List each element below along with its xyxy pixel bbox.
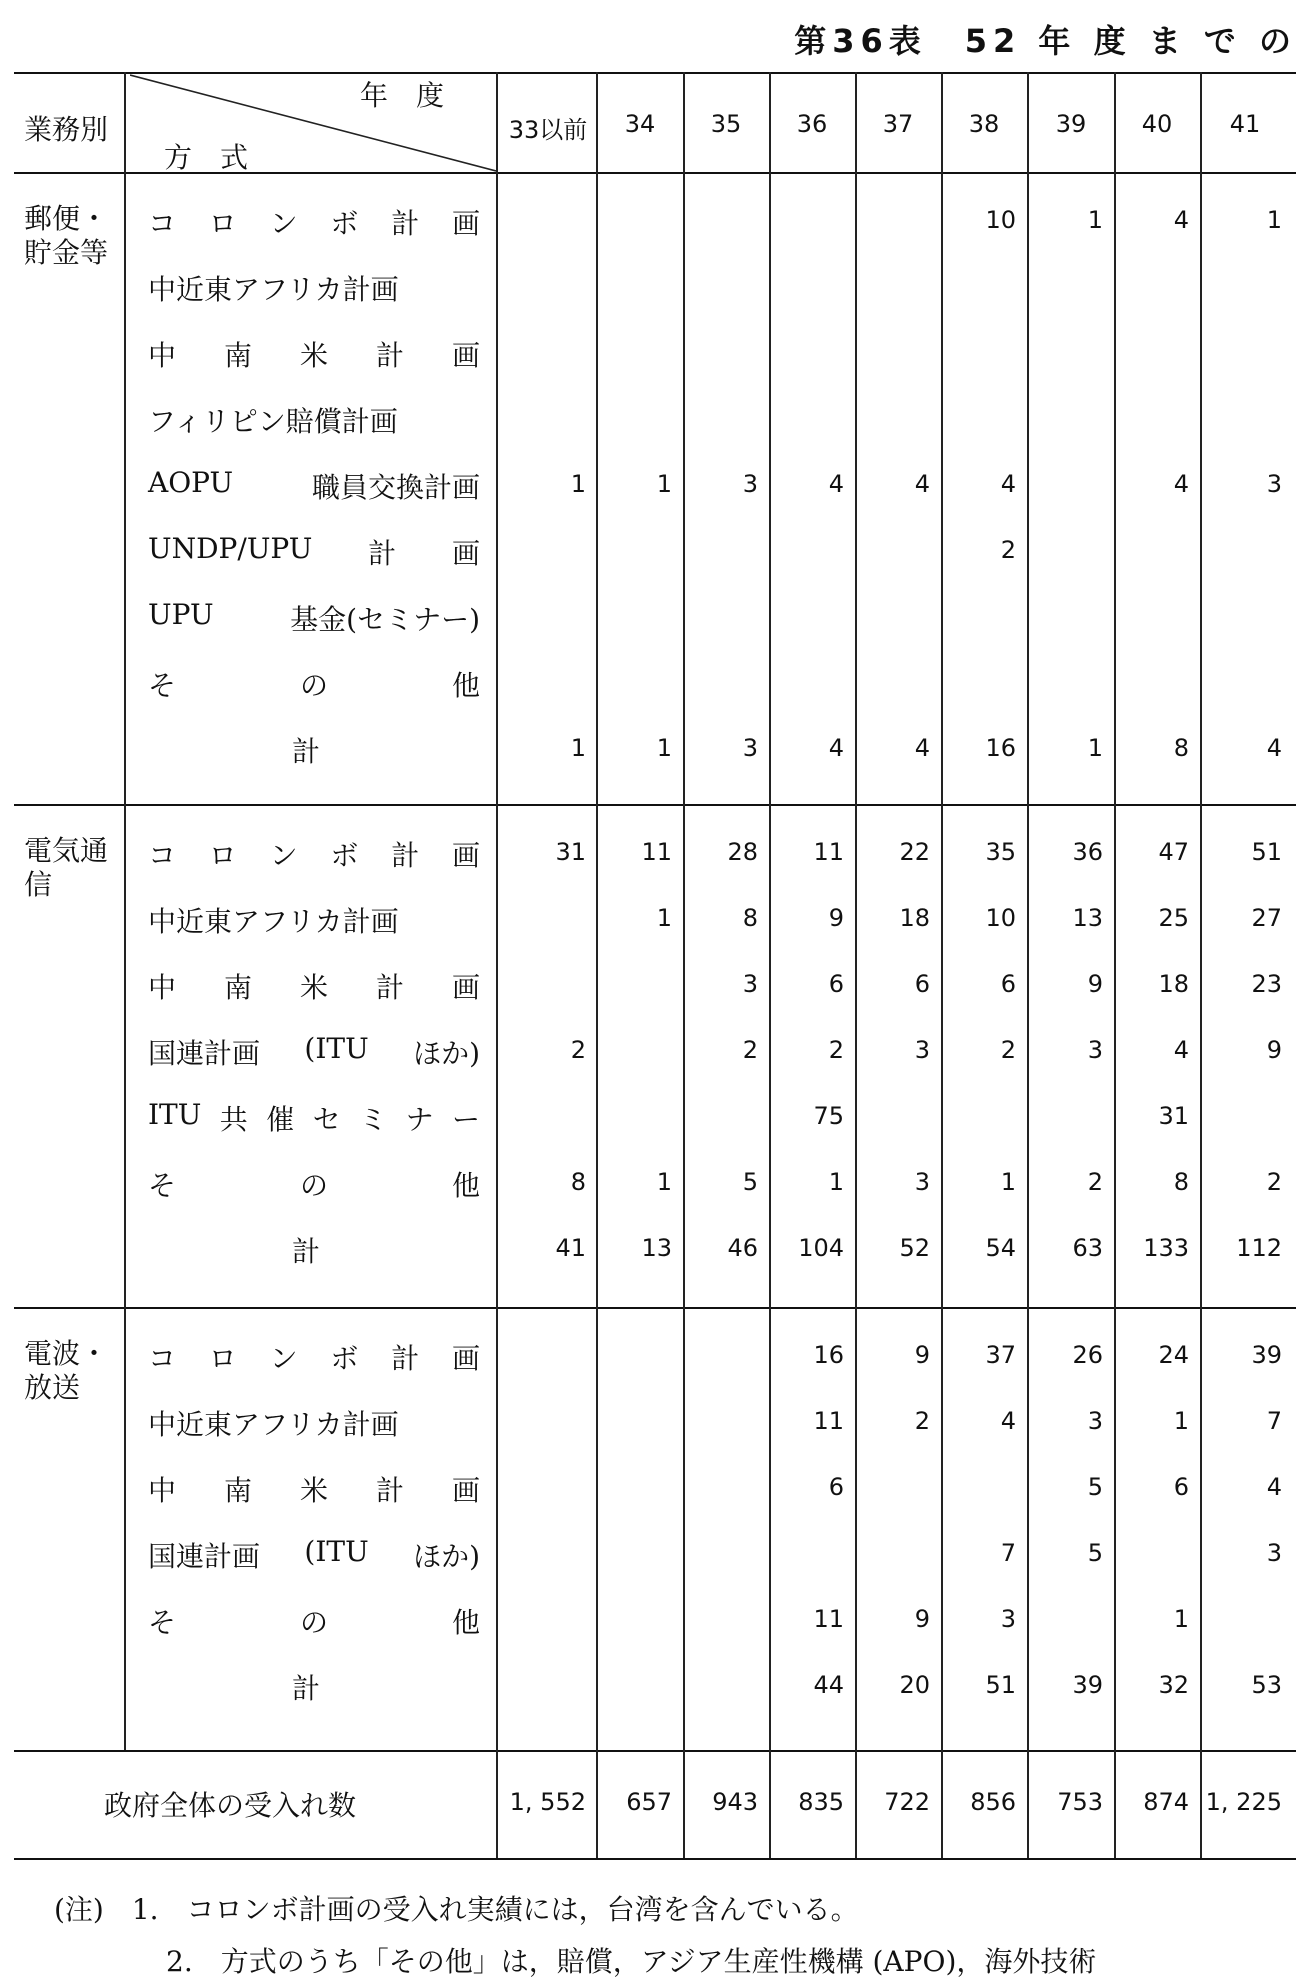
header-method-label: 方 式 [164,141,249,174]
table-cell-value: 37 [985,1341,1016,1369]
table-cell-value: 6 [828,970,844,998]
total-value: 13 [641,1234,672,1262]
total-value: 51 [985,1671,1016,1699]
total-value: 4 [914,734,930,762]
table-cell-value: 4 [1000,470,1016,498]
table-cell-value: 3 [1266,470,1282,498]
total-value: 63 [1072,1234,1103,1262]
method-label: ITU 共 催 セ ミ ナ ー [148,1098,480,1136]
section-total-label: 計 [292,735,321,768]
total-value: 39 [1072,1671,1103,1699]
method-label: 国連計画 (ITU ほか) [148,1032,480,1070]
table-cell-value: 9 [914,1341,930,1369]
table-cell-value: 1 [1266,206,1282,234]
table-cell-value: 5 [742,1168,758,1196]
table-cell-value: 25 [1158,904,1189,932]
table-cell-value: 1 [1173,1605,1189,1633]
method-label: 国連計画 (ITU ほか) [148,1535,480,1573]
table-cell-value: 3 [914,1036,930,1064]
grand-total-value: 835 [798,1788,844,1816]
section-total-label: 計 [292,1672,321,1705]
table-cell-value: 4 [914,470,930,498]
header-year-7: 40 [1141,110,1173,138]
table-cell-value: 36 [1072,838,1103,866]
table-cell-value: 27 [1251,904,1282,932]
column-rule [1114,72,1116,1858]
total-value: 54 [985,1234,1016,1262]
category-label: 郵便・ 貯金等 [24,202,109,269]
column-rule [124,72,126,1750]
table-cell-value: 3 [1087,1036,1103,1064]
category-label: 電波・ 放送 [24,1337,109,1404]
method-label: そ の 他 [148,1606,480,1639]
total-value: 52 [899,1234,930,1262]
method-label: そ の 他 [148,669,480,702]
header-year-6: 39 [1055,110,1087,138]
table-cell-value: 3 [1266,1539,1282,1567]
header-year-2: 35 [710,110,742,138]
total-value: 1 [570,734,586,762]
total-value: 46 [727,1234,758,1262]
table-cell-value: 11 [813,1407,844,1435]
grand-total-label: 政府全体の受入れ数 [104,1789,357,1822]
horizontal-rule [14,1858,1296,1860]
total-value: 53 [1251,1671,1282,1699]
table-cell-value: 8 [570,1168,586,1196]
table-cell-value: 5 [1087,1539,1103,1567]
method-label: コ ロ ン ボ 計 画 [148,1342,480,1375]
method-label: 中近東アフリカ計画 [148,273,399,306]
table-cell-value: 24 [1158,1341,1189,1369]
grand-total-value: 874 [1143,1788,1189,1816]
table-cell-value: 1 [828,1168,844,1196]
column-rule [855,72,857,1858]
column-rule [769,72,771,1858]
method-label: UPU 基金(セミナー) [148,598,480,636]
table-cell-value: 1 [570,470,586,498]
header-year-1: 34 [624,110,656,138]
table-cell-value: 35 [985,838,1016,866]
table-cell-value: 9 [1266,1036,1282,1064]
table-cell-value: 3 [914,1168,930,1196]
table-cell-value: 4 [1000,1407,1016,1435]
note-line: 2. 方式のうち「その他」は，賠償，アジア生産性機構 (APO)，海外技術 [166,1945,1097,1978]
table-cell-value: 1 [656,904,672,932]
total-value: 8 [1173,734,1189,762]
grand-total-value: 753 [1057,1788,1103,1816]
table-cell-value: 22 [899,838,930,866]
table-cell-value: 4 [1173,206,1189,234]
section-total-label: 計 [292,1235,321,1268]
column-rule [496,72,498,1858]
total-value: 1 [1087,734,1103,762]
table-cell-value: 6 [1173,1473,1189,1501]
horizontal-rule [14,804,1296,806]
total-value: 20 [899,1671,930,1699]
table-cell-value: 4 [828,470,844,498]
table-cell-value: 2 [1000,1036,1016,1064]
header-year-4: 37 [882,110,914,138]
category-label: 電気通 信 [24,834,109,901]
table-cell-value: 75 [813,1102,844,1130]
header-year-label: 年 度 [360,79,445,112]
table-cell-value: 1 [1173,1407,1189,1435]
method-label: そ の 他 [148,1169,480,1202]
table-cell-value: 31 [1158,1102,1189,1130]
method-label: 中 南 米 計 画 [148,971,480,1004]
method-label: UNDP/UPU 計 画 [148,532,480,570]
table-title: 第36表 52 年 度 ま で の [794,22,1297,60]
column-rule [683,72,685,1858]
total-value: 133 [1143,1234,1189,1262]
table-cell-value: 3 [742,470,758,498]
table-cell-value: 39 [1251,1341,1282,1369]
table-cell-value: 13 [1072,904,1103,932]
table-cell-value: 1 [656,470,672,498]
table-cell-value: 16 [813,1341,844,1369]
table-cell-value: 11 [641,838,672,866]
header-year-0: 33以前 [508,116,588,144]
total-value: 44 [813,1671,844,1699]
table-cell-value: 4 [1266,1473,1282,1501]
table-cell-value: 10 [985,206,1016,234]
method-label: コ ロ ン ボ 計 画 [148,839,480,872]
table-cell-value: 2 [1087,1168,1103,1196]
table-cell-value: 3 [742,970,758,998]
method-label: 中近東アフリカ計画 [148,1408,399,1441]
table-cell-value: 2 [570,1036,586,1064]
total-value: 112 [1236,1234,1282,1262]
table-cell-value: 8 [742,904,758,932]
table-cell-value: 2 [1000,536,1016,564]
grand-total-value: 722 [884,1788,930,1816]
method-label: AOPU 職員交換計画 [148,466,480,504]
total-value: 16 [985,734,1016,762]
total-value: 4 [1266,734,1282,762]
table-cell-value: 7 [1000,1539,1016,1567]
table-cell-value: 47 [1158,838,1189,866]
table-cell-value: 1 [656,1168,672,1196]
header-year-8: 41 [1229,110,1261,138]
table-cell-value: 11 [813,1605,844,1633]
note-line: (注) 1. コロンボ計画の受入れ実績には，台湾を含んでいる。 [54,1893,859,1926]
table-cell-value: 1 [1000,1168,1016,1196]
method-label: 中近東アフリカ計画 [148,905,399,938]
table-cell-value: 28 [727,838,758,866]
header-category-label: 業務別 [24,113,109,146]
table-cell-value: 9 [828,904,844,932]
method-label: コ ロ ン ボ 計 画 [148,207,480,240]
table-cell-value: 5 [1087,1473,1103,1501]
table-cell-value: 2 [828,1036,844,1064]
column-rule [1200,72,1202,1858]
column-rule [1027,72,1029,1858]
total-value: 32 [1158,1671,1189,1699]
column-rule [941,72,943,1858]
table-cell-value: 11 [813,838,844,866]
table-cell-value: 2 [1266,1168,1282,1196]
grand-total-value: 1, 225 [1205,1788,1282,1816]
table-cell-value: 6 [914,970,930,998]
table-cell-value: 3 [1087,1407,1103,1435]
table-cell-value: 6 [1000,970,1016,998]
table-cell-value: 4 [1173,1036,1189,1064]
table-cell-value: 3 [1000,1605,1016,1633]
grand-total-value: 1, 552 [509,1788,586,1816]
method-label: フィリピン賠償計画 [148,405,398,438]
table-cell-value: 23 [1251,970,1282,998]
table-cell-value: 6 [828,1473,844,1501]
table-cell-value: 9 [914,1605,930,1633]
table-cell-value: 7 [1266,1407,1282,1435]
grand-total-value: 856 [970,1788,1016,1816]
table-cell-value: 2 [914,1407,930,1435]
method-label: 中 南 米 計 画 [148,339,480,372]
total-value: 41 [555,1234,586,1262]
table-cell-value: 18 [1158,970,1189,998]
table-cell-value: 8 [1173,1168,1189,1196]
table-cell-value: 4 [1173,470,1189,498]
table-cell-value: 1 [1087,206,1103,234]
horizontal-rule [14,1750,1296,1752]
total-value: 4 [828,734,844,762]
table-cell-value: 18 [899,904,930,932]
total-value: 3 [742,734,758,762]
table-cell-value: 31 [555,838,586,866]
table-cell-value: 26 [1072,1341,1103,1369]
horizontal-rule [14,1307,1296,1309]
table-cell-value: 10 [985,904,1016,932]
column-rule [596,72,598,1858]
grand-total-value: 657 [626,1788,672,1816]
grand-total-value: 943 [712,1788,758,1816]
method-label: 中 南 米 計 画 [148,1474,480,1507]
header-year-5: 38 [968,110,1000,138]
table-cell-value: 2 [742,1036,758,1064]
header-year-3: 36 [796,110,828,138]
table-cell-value: 9 [1087,970,1103,998]
total-value: 1 [656,734,672,762]
table-cell-value: 51 [1251,838,1282,866]
total-value: 104 [798,1234,844,1262]
